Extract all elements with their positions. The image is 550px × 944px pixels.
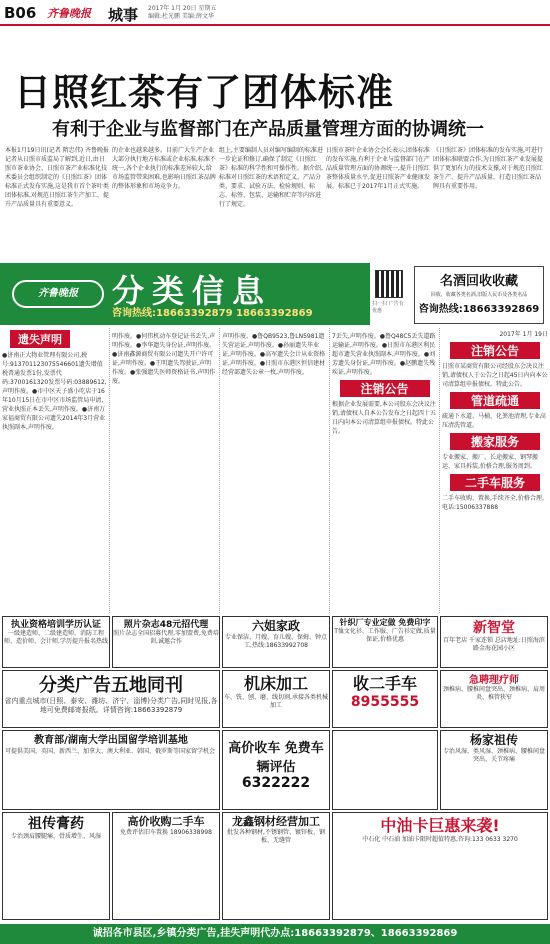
ad-plaster <box>2 812 110 920</box>
header-divider <box>0 24 550 26</box>
ad-car-appraisal <box>222 730 330 810</box>
ad-desc: 颈椎病、腰椎间盘突出、颈椎病、肩周炎、椎管狭窄 <box>442 686 545 701</box>
qr-label: 扫一扫 广告有优惠 <box>372 301 404 314</box>
ad-therapist <box>440 670 548 728</box>
recycle-phone: 咨询热线:18663392869 <box>418 304 540 315</box>
ad-buy-used-car <box>332 670 438 728</box>
bottom-banner: 诚招各市县区,乡镇分类广告,挂失声明代办点:18663392879、18663392869 <box>0 924 550 944</box>
ad-machining <box>222 670 330 728</box>
right-date: 2017年 1月 19日 <box>499 331 548 338</box>
ad-study-abroad <box>2 730 220 810</box>
ad-photo <box>112 616 220 668</box>
qr-code-icon[interactable] <box>375 270 403 298</box>
move-text: 专业搬家、搬厂、长途搬家、钢琴搬运、家具拆装,价格合理,服务周到。 <box>442 454 539 470</box>
notices-column-3 <box>220 328 330 613</box>
banner-title: 分类信息 <box>112 272 273 310</box>
notices-text-4: 7丢失,声明作废。●鲁Q48C5丢失道路运输证,声明作废。●日照市东港区利民超市遗失营业执照副本,声明作废。●刘芳遗失身份证,声明作废。●赵鹏遗失残疾证,声明作废。 <box>332 333 436 376</box>
ad-title: 分类广告五地同刊 <box>39 675 183 696</box>
ad-desc: 可提供美国、英国、新西兰、加拿大、澳大利亚、韩国、俄罗斯等国家留学机会 <box>5 748 216 755</box>
ad-used-car <box>112 812 220 920</box>
notices-text-3: 声明作废。●鲁QB9523,鲁LN5981遗失营运证,声明作废。●孙丽遗失毕业证,声明作废。●高军遗失会计从业资格证,声明作废。●日照市东港区恒信建材经营部遗失公章一枚,声明作废。 <box>222 333 326 376</box>
ad-desc: 批发各种钢材,不锈钢管、镀锌板、钢板、无缝管 <box>227 829 325 844</box>
lost-notice-title: 遗失声明 <box>10 330 70 348</box>
ad-desc: 专业保洁、月嫂、育儿嫂、保姆、钟点工,热线:18633992708 <box>224 634 327 649</box>
ad-classified-five-cities <box>2 670 220 728</box>
ad-desc: 专治风湿、类风湿、颈椎病、腰椎间盘突出、关节疼痛 <box>442 748 545 763</box>
ad-desc: 免费评估旧车置换 18906338998 <box>120 829 212 836</box>
ad-desc: 百年老店 千家连锁 总店地址:日照海滨路金海花园小区 <box>443 637 545 652</box>
ad-pharmacy <box>440 616 548 668</box>
section-title: 城事 <box>108 6 139 24</box>
ad-desc: T恤文化衫、工作服、广告衫定做,质量保证,价格优惠 <box>334 628 436 643</box>
recycle-ad <box>414 266 544 324</box>
ad-knitting <box>332 616 438 668</box>
notices-column-2 <box>110 328 220 613</box>
ad-title: 中油卡巨惠来袭! <box>380 816 500 835</box>
car-text: 二手车收购、置换,手续齐全,价格合理。电话:15006337888 <box>442 495 548 511</box>
notices-column-4 <box>330 328 440 613</box>
right-services-column <box>440 328 550 613</box>
article-column-2: 的企业也越来越多。目前广大生产企业大部分执行地方标准或企业标准,标准不统一,各个企业执行的标准差异较大,给市场监管带来困难,也影响日照红茶品牌的整体形象和市场竞争力。 <box>112 147 216 190</box>
header-meta <box>148 5 288 21</box>
ad-housekeeping <box>222 616 330 668</box>
ad-title: 高价收车 免费车辆评估 <box>228 741 324 775</box>
ad-fuel-card <box>332 812 548 920</box>
ad-title: 执业资格培训学历认证 <box>10 620 101 630</box>
date-line: 2017年 1月 20日 星期五 <box>148 5 217 12</box>
ad-desc: 专治颈肩腰腿痛、骨质增生、风湿 <box>10 833 101 840</box>
article-headline: 日照红茶有了团体标准 <box>14 71 394 114</box>
article-column-3: 组上,主要编制人员对编写编制的标准进一步论证和修订,确保了制定《日照红茶》标准的科学性和可操作性。据介绍,标准对日照红茶的术语和定义、产品分类、要求、试验方法、检验规则、标志、标签、包装、运输和贮存等内容进行了规定。 <box>219 147 323 208</box>
ad-phone: 6322222 <box>241 775 311 791</box>
ad-title: 针织厂专业定做 免费印字 <box>339 618 431 627</box>
move-title: 搬家服务 <box>450 433 540 450</box>
cancel-notice-title: 注销公告 <box>340 380 430 397</box>
article-column-4: 日照市茶叶企业协会会长表示,团体标准的发布实施,有利于企业与监督部门在产品质量管理方面的协调统一,提升日照红茶整体质量水平,促进日照茶产业健康发展。标准已于2017年1月正式实施。 <box>326 147 430 190</box>
right-notice-title: 注销公告 <box>450 342 540 359</box>
ad-desc: 照片杂志全国招募代理,零加盟费,免费培训,诚邀合作 <box>113 630 219 645</box>
ad-desc: 省内重点城市(日照、泰安、潍坊、济宁、淄博)分类广告,同时见报,各地可免费邮寄报纸。详情咨询:18663392879 <box>4 697 218 714</box>
notices-column-1 <box>0 328 110 613</box>
banner-logo: 齐鲁晚报 <box>12 280 104 308</box>
recycle-desc: 回收、收藏各类名酒,旧版人民币及各类名品 <box>430 292 528 298</box>
ad-yang-family <box>440 730 548 810</box>
ad-title: 收二手车 <box>352 674 417 693</box>
editor-line: 编辑:杜光鹏 美编:薛文华 <box>148 13 214 20</box>
ad-column-filler <box>332 730 438 810</box>
recycle-title: 名酒回收收藏 <box>439 274 518 289</box>
ad-title: 高价收购二手车 <box>127 815 205 828</box>
pipe-text: 疏通下水道、马桶、化粪池清理,专业高压清洗管道。 <box>442 413 546 429</box>
article-column-1: 本报1月19日讯(记者 隋忠伟) 齐鲁晚报记者从日照市质监局了解到,近日,由日照市茶业协会、日照市茶产业标准化技术委员会组织制定的《日照红茶》团体标准正式发布实施,这是我市首个茶叶类团体标准,对规范日照红茶生产加工、提升产品质量具有重要意义。 <box>5 147 109 208</box>
ad-title: 急聘理疗师 <box>469 675 519 686</box>
ad-title: 教育部/湖南大学出国留学培训基地 <box>34 735 188 746</box>
ad-phone: 8955555 <box>350 694 420 710</box>
ad-desc: 一级建造师、二级建造师、消防工程师、造价师、会计师,学历提升报名热线 <box>4 630 108 645</box>
ad-title: 祖传膏药 <box>28 816 84 832</box>
cancel-notice-text: 根据企业发展需要,本公司股东会决议注销,请债权人自本公告发布之日起四十五日内向本公司清算组申报债权。特此公告。 <box>332 401 436 435</box>
ad-desc: 中石化 中石油 加油卡限时超值特惠,咨询:133 0633 3270 <box>362 836 518 843</box>
ad-title: 新智堂 <box>473 620 515 636</box>
ad-title: 龙鑫钢材经营加工 <box>232 815 320 828</box>
pipe-title: 管道疏通 <box>450 392 540 409</box>
ad-title: 照片杂志48元招代理 <box>123 620 209 630</box>
page-code: B06 <box>4 4 37 22</box>
article-subhead: 有利于企业与监督部门在产品质量管理方面的协调统一 <box>52 119 484 140</box>
ad-training <box>2 616 110 668</box>
right-notice-text: 日照市某商贸有限公司经股东会决议注销,请债权人于公告之日起45日内向本公司清算组申报债权。特此公告。 <box>442 363 548 388</box>
ad-title: 六姐家政 <box>251 619 300 633</box>
ad-desc: 车、铣、刨、磨、线切割,承接各类机械加工 <box>224 694 328 709</box>
ad-steel <box>222 812 330 920</box>
car-title: 二手车服务 <box>450 474 540 491</box>
newspaper-logo: 齐鲁晚报 <box>47 7 91 20</box>
ad-title: 机床加工 <box>243 674 308 693</box>
lost-notice-text: ●济南正大物业管理有限公司,税号:913701123075546601遗失增值税普通发票1份,发票代码:3700161320发票号码:03889612,声明作废。●市中区天子盛小吃店于16年10月15日在市中区市场监管局申请,营业执照正本丢失,声明作废。●济南万家福商贸有限公司遗失2014年3月营业执照副本,声明作废。 <box>2 352 107 431</box>
notices-text-2: 明作废。●何伟机动车登记证书丢失,声明作废。●李华遗失身份证,声明作废。●济南鑫源商贸有限公司遗失开户许可证,声明作废。●王明遗失驾驶证,声明作废。●张强遗失医师资格证书,声明作废。 <box>112 333 216 385</box>
article-column-5: 《日照红茶》团体标准的发布实施,可进行团体标准联盟合作,为日照红茶产业发展提供了更加有力的技术支撑,对于规范日照红茶生产、提升产品质量、打造日照红茶品牌具有重要作用。 <box>433 147 543 190</box>
ad-title: 杨家祖传 <box>469 733 518 747</box>
banner-phone: 咨询热线:18663392879 18663392869 <box>112 308 313 319</box>
